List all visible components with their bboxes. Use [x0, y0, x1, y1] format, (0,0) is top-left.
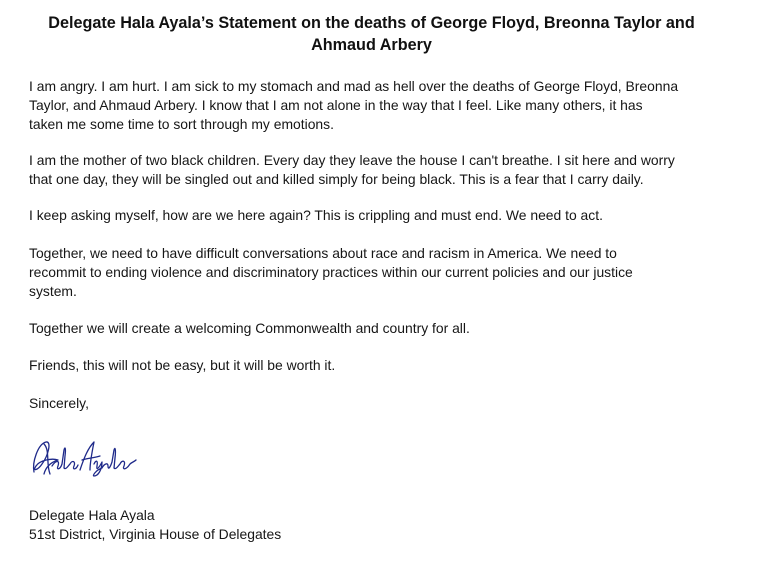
closing-salutation: Sincerely,: [29, 395, 89, 411]
signer-district: 51st District, Virginia House of Delegates: [29, 526, 282, 542]
paragraph-line: Taylor, and Ahmaud Arbery. I know that I am not alone in the way that I feel. Like many others, it has: [29, 97, 643, 113]
paragraph-line: system.: [29, 283, 77, 299]
paragraph-2: [29, 151, 749, 189]
paragraph-line: I am the mother of two black children. Every day they leave the house I can't breathe. I sit here and worry: [29, 152, 675, 168]
paragraph-line: I am angry. I am hurt. I am sick to my stomach and mad as hell over the deaths of George Floyd, Breonna: [29, 78, 679, 94]
paragraph-line: Friends, this will not be easy, but it will be worth it.: [29, 357, 336, 373]
paragraph-line: Together, we need to have difficult conversations about race and racism in America. We need to: [29, 245, 617, 261]
signer-name: Delegate Hala Ayala: [29, 507, 155, 523]
handwritten-signature: [30, 436, 140, 478]
statement-title-line-2: Ahmaud Arbery: [311, 36, 432, 54]
paragraph-line: Together we will create a welcoming Commonwealth and country for all.: [29, 320, 470, 336]
paragraph-line: that one day, they will be singled out and killed simply for being black. This is a fear that I carry daily.: [29, 171, 644, 187]
paragraph-line: I keep asking myself, how are we here again? This is crippling and must end. We need to act.: [29, 207, 603, 223]
paragraph-3: [29, 206, 749, 225]
paragraph-1: [29, 77, 749, 134]
paragraph-line: taken me some time to sort through my emotions.: [29, 116, 334, 132]
paragraph-5: [29, 319, 749, 338]
statement-title-line-1: Delegate Hala Ayala’s Statement on the deaths of George Floyd, Breonna Taylor and: [48, 14, 695, 32]
paragraph-4: [29, 244, 749, 301]
paragraph-line: recommit to ending violence and discriminatory practices within our current policies and our justice: [29, 264, 633, 280]
paragraph-6: [29, 356, 749, 375]
